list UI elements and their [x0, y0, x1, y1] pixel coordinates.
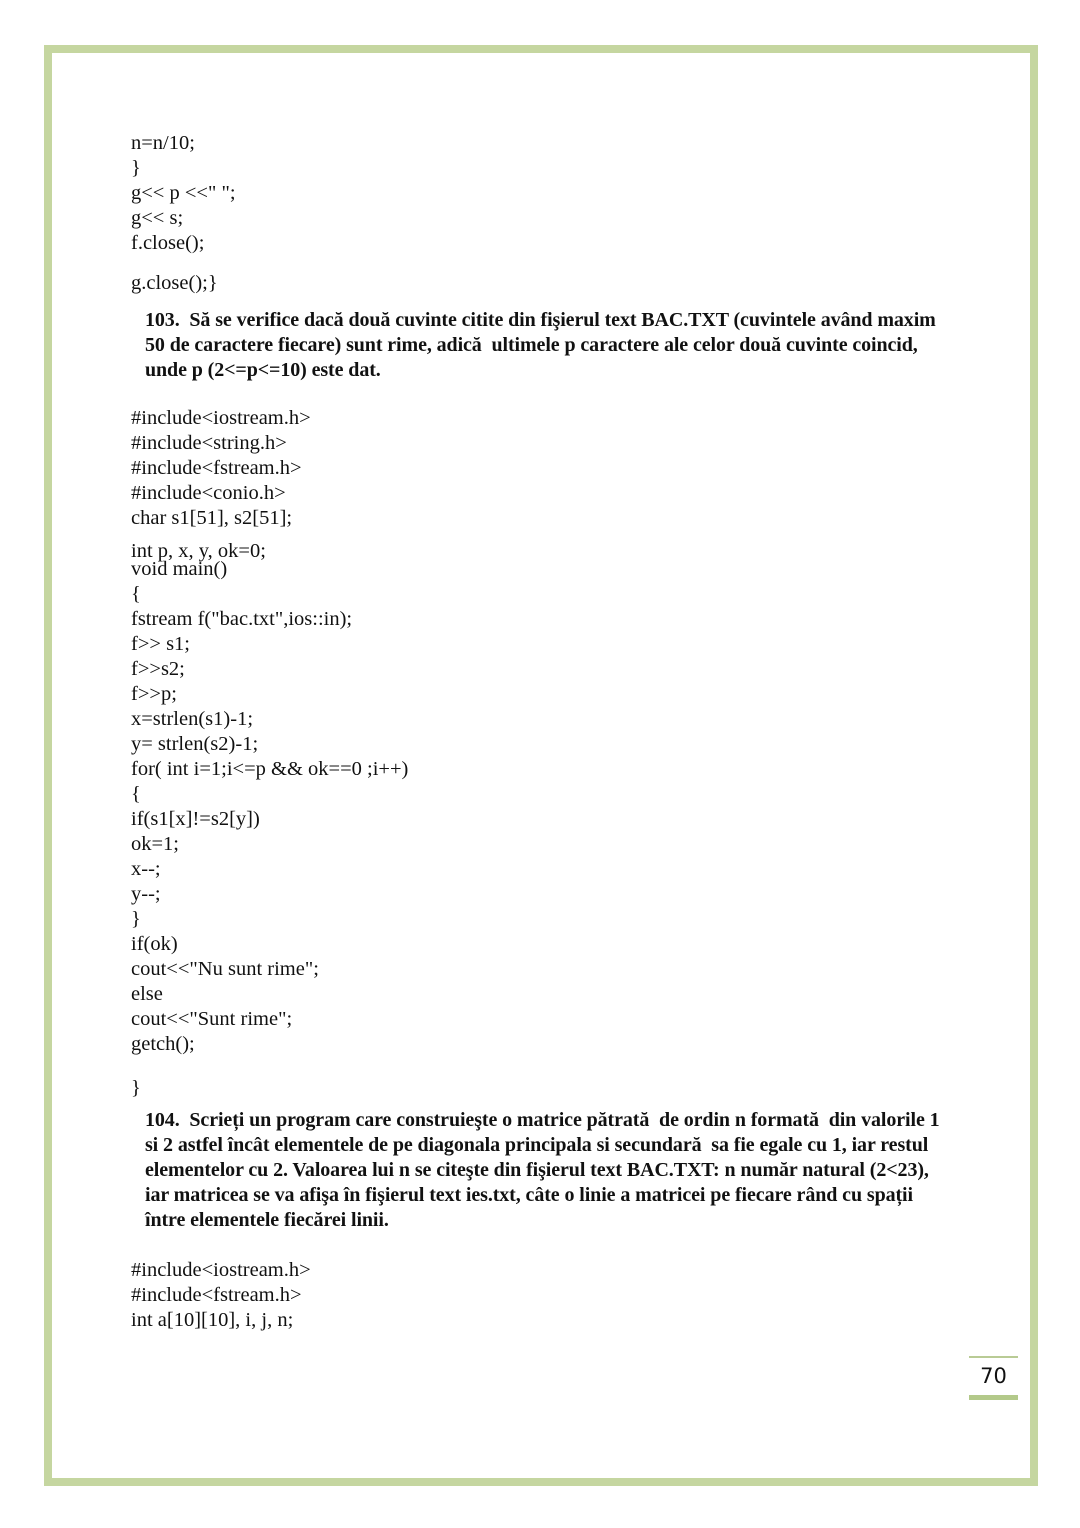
- code-line: for( int i=1;i<=p && ok==0 ;i++): [131, 758, 409, 780]
- code-line: else: [131, 983, 163, 1005]
- code-line: if(ok): [131, 933, 178, 955]
- code-line: #include<conio.h>: [131, 482, 286, 504]
- code-line: void main(): [131, 558, 228, 580]
- code-line: }: [131, 1077, 141, 1099]
- code-line: }: [131, 157, 141, 179]
- code-line: #include<fstream.h>: [131, 1284, 302, 1306]
- code-line: int a[10][10], i, j, n;: [131, 1309, 294, 1331]
- problem-statement-line: unde p (2<=p<=10) este dat.: [145, 359, 381, 381]
- code-line: x=strlen(s1)-1;: [131, 708, 254, 730]
- page-number-bottom-rule: [969, 1395, 1018, 1400]
- problem-statement-line: iar matricea se va afişa în fişierul text ies.txt, câte o linie a matricei pe fiecare rând cu spații: [145, 1184, 913, 1206]
- code-line: cout<<"Nu sunt rime";: [131, 958, 319, 980]
- problem-statement-line: 104. Scrieți un program care construieşte o matrice pătrată de ordin n formată din valorile 1: [145, 1109, 940, 1131]
- code-line: {: [131, 583, 141, 605]
- problem-statement-line: elementelor cu 2. Valoarea lui n se citeşte din fişierul text BAC.TXT: n număr natural (2<23),: [145, 1159, 929, 1181]
- code-line: g<< p <<" ";: [131, 182, 236, 204]
- problem-statement-line: între elementele fiecărei linii.: [145, 1209, 389, 1231]
- problem-statement-line: 103. Să se verifice dacă două cuvinte citite din fişierul text BAC.TXT (cuvintele având maxim: [145, 309, 936, 331]
- code-line: f>>p;: [131, 683, 177, 705]
- code-line: y--;: [131, 883, 161, 905]
- page-number-top-rule: [969, 1356, 1018, 1358]
- code-line: cout<<"Sunt rime";: [131, 1008, 293, 1030]
- code-line: g<< s;: [131, 207, 184, 229]
- code-line: char s1[51], s2[51];: [131, 507, 293, 529]
- code-line: if(s1[x]!=s2[y]): [131, 808, 260, 830]
- code-line: fstream f("bac.txt",ios::in);: [131, 608, 353, 630]
- code-line: x--;: [131, 858, 161, 880]
- code-line: f>> s1;: [131, 633, 190, 655]
- code-line: ok=1;: [131, 833, 180, 855]
- problem-statement-line: 50 de caractere fiecare) sunt rime, adică ultimele p caractere ale celor două cuvinte coincid,: [145, 334, 918, 356]
- code-line: n=n/10;: [131, 132, 195, 154]
- code-line: }: [131, 908, 141, 930]
- problem-statement-line: si 2 astfel încât elementele de pe diagonala principala si secundară sa fie egale cu 1, iar restul: [145, 1134, 929, 1156]
- code-line: {: [131, 783, 141, 805]
- code-line: getch();: [131, 1033, 195, 1055]
- code-line: #include<fstream.h>: [131, 457, 302, 479]
- code-line: f.close();: [131, 232, 205, 254]
- code-line: int p, x, y, ok=0;: [131, 540, 266, 562]
- code-line: y= strlen(s2)-1;: [131, 733, 259, 755]
- page-number-box: [969, 1356, 1018, 1400]
- code-line: #include<string.h>: [131, 432, 287, 454]
- code-line: g.close();}: [131, 272, 218, 294]
- page-number: 70: [980, 1364, 1007, 1388]
- code-line: #include<iostream.h>: [131, 407, 311, 429]
- code-line: #include<iostream.h>: [131, 1259, 311, 1281]
- code-line: f>>s2;: [131, 658, 185, 680]
